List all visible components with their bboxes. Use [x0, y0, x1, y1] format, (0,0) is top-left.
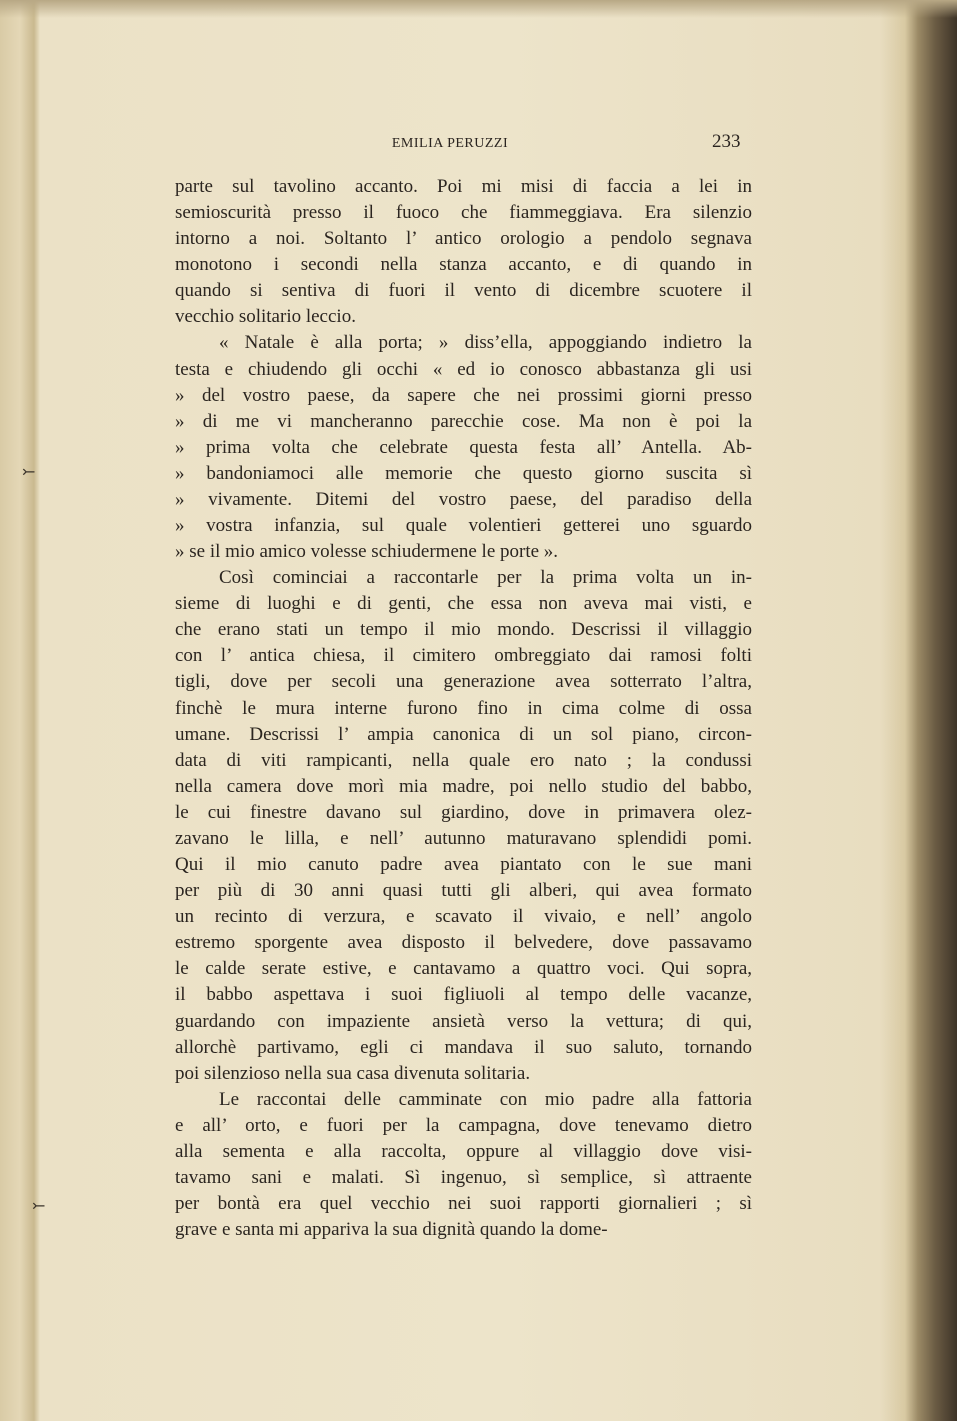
text-line: » se il mio amico volesse schiudermene le porte ». — [175, 541, 559, 563]
text-line: alla sementa e alla raccolta, oppure al villaggio dove visi- — [175, 1140, 752, 1162]
text-line: Le raccontai delle camminate con mio padre alla fattoria — [219, 1088, 752, 1110]
text-line: data di viti rampicanti, nella quale ero nato ; la condussi — [175, 749, 752, 771]
paragraph — [175, 174, 752, 330]
paragraph — [175, 1087, 752, 1243]
body-text — [175, 174, 752, 1243]
text-line: le calde serate estive, e cantavamo a quattro voci. Qui sopra, — [175, 958, 752, 980]
text-line: » del vostro paese, da sapere che nei prossimi giorni presso — [175, 384, 752, 406]
text-line: con l’ antica chiesa, il cimitero ombreggiato dai ramosi folti — [175, 645, 752, 667]
text-line: Così cominciai a raccontarle per la prima volta un in- — [219, 567, 752, 589]
text-line: grave e santa mi appariva la sua dignità quando la dome- — [175, 1219, 608, 1241]
text-line: estremo sporgente avea disposto il belvedere, dove passavamo — [175, 932, 752, 954]
paragraph — [175, 565, 752, 1087]
paragraph — [175, 330, 752, 565]
text-line: » di me vi mancheranno parecchie cose. Ma non è poi la — [175, 410, 752, 432]
page-edge-shadow — [0, 0, 957, 18]
text-line: testa e chiudendo gli occhi « ed io conosco abbastanza gli usi — [175, 358, 752, 380]
text-line: » prima volta che celebrate questa festa all’ Antella. Ab- — [175, 436, 752, 458]
text-line: « Natale è alla porta; » diss’ella, appoggiando indietro la — [219, 332, 752, 354]
text-line: per bontà era quel vecchio nei suoi rapporti giornalieri ; sì — [175, 1193, 752, 1215]
text-line: » vostra infanzia, sul quale volentieri getterei uno sguardo — [175, 515, 752, 537]
margin-arrow-icon: ⤚ — [32, 1196, 46, 1215]
text-line: il babbo aspettava i suoi figliuoli al tempo delle vacanze, — [175, 984, 752, 1006]
text-line: nella camera dove morì mia madre, poi nello studio del babbo, — [175, 775, 752, 797]
text-line: zavano le lilla, e nell’ autunno maturavano splendidi pomi. — [175, 827, 752, 849]
text-line: e all’ orto, e fuori per la campagna, dove tenevamo dietro — [175, 1114, 752, 1136]
text-line: guardando con impaziente ansietà verso la vettura; di qui, — [175, 1010, 752, 1032]
text-line: » vivamente. Ditemi del vostro paese, del paradiso della — [175, 488, 752, 510]
running-title: EMILIA PERUZZI — [391, 136, 509, 151]
text-line: sieme di luoghi e di genti, che essa non aveva mai visti, e — [175, 593, 752, 615]
text-line: vecchio solitario leccio. — [175, 306, 356, 328]
text-line: che erano stati un tempo il mio mondo. Descrissi il villaggio — [175, 619, 752, 641]
text-line: umane. Descrissi l’ ampia canonica di un sol piano, circon- — [175, 723, 752, 745]
text-line: allorchè partivamo, egli ci mandava il suo saluto, tornando — [175, 1036, 752, 1058]
text-line: Qui il mio canuto padre avea piantato con le sue mani — [175, 854, 752, 876]
text-line: finchè le mura interne furono fino in cima colme di ossa — [175, 697, 752, 719]
text-line: monotono i secondi nella stanza accanto, e di quando in — [175, 254, 752, 276]
margin-arrow-icon: ⤚ — [22, 462, 36, 481]
text-line: parte sul tavolino accanto. Poi mi misi di faccia a lei in — [175, 176, 752, 197]
text-line: quando si sentiva di fuori il vento di dicembre scuotere il — [175, 280, 752, 302]
text-line: tigli, dove per secoli una generazione avea sotterrato l’altra, — [175, 671, 752, 693]
text-line: tavamo sani e malati. Sì ingenuo, sì semplice, sì attraente — [175, 1166, 752, 1188]
text-line: » bandoniamoci alle memorie che questo giorno suscita sì — [175, 462, 752, 484]
text-line: un recinto di verzura, e scavato il vivaio, e nell’ angolo — [175, 906, 752, 928]
page-number: 233 — [712, 131, 741, 152]
text-line: poi silenzioso nella sua casa divenuta solitaria. — [175, 1062, 531, 1084]
text-line: semioscurità presso il fuoco che fiammeggiava. Era silenzio — [175, 202, 752, 224]
text-line: le cui finestre davano sul giardino, dove in primavera olez- — [175, 801, 752, 823]
text-line: per più di 30 anni quasi tutti gli alberi, qui avea formato — [175, 880, 752, 902]
text-line: intorno a noi. Soltanto l’ antico orologio a pendolo segnava — [175, 228, 752, 250]
